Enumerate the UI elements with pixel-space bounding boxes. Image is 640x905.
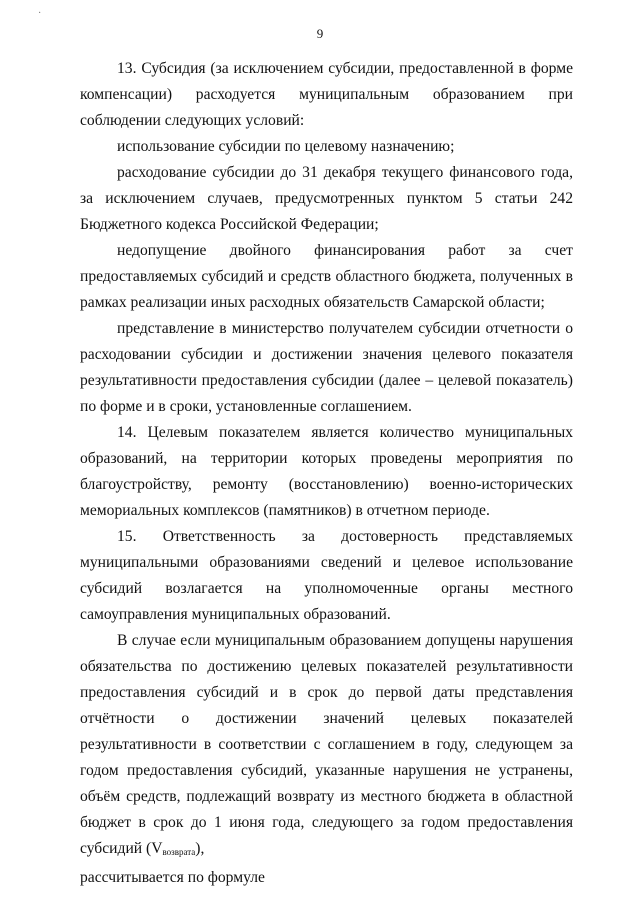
- paragraph-16-text: В случае если муниципальным образованием допущены нарушения обязательства по достижению целевых показателей результативности предоставления субсидий и в срок до первой даты представления отчётности о достижении значений целевых показателей результативности в соответствии с соглашением в году, следующем за годом предоставления субсидий, указанные нарушения не устранены, объём средств, подлежащий возврату из местного бюджета в областной бюджет в срок до 1 июня года, следующего за годом предоставления субсидий (V: [80, 632, 573, 857]
- condition-1: использование субсидии по целевому назначению;: [117, 138, 455, 155]
- scan-speck: ·: [38, 8, 42, 19]
- condition-3: недопущение двойного финансирования работ за счет предоставляемых субсидий и средств областного бюджета, полученных в рамках реализации иных расходных обязательств Самарской области;: [80, 242, 573, 311]
- paragraph-16: [80, 628, 573, 865]
- condition-2: расходование субсидии до 31 декабря текущего финансового года, за исключением случаев, предусмотренных пунктом 5 статьи 242 Бюджетного кодекса Российской Федерации;: [80, 164, 573, 233]
- paragraph-14: 14. Целевым показателем является количество муниципальных образований, на территории которых проведены мероприятия по благоустройству, ремонту (восстановлению) военно-исторических мемориальных комплексов (памятников) в отчетном периоде.: [80, 424, 573, 519]
- formula-intro: рассчитывается по формуле: [80, 869, 265, 886]
- page-number: 9: [316, 26, 324, 41]
- paragraph-15: 15. Ответственность за достоверность представляемых муниципальными образованиями сведений и целевое использование субсидий возлагается на уполномоченные органы местного самоуправления муниципальных образований.: [80, 528, 573, 623]
- condition-4: представление в министерство получателем субсидии отчетности о расходовании субсидии и достижении значения целевого показателя результативности предоставления субсидии (далее – целевой показатель) по форме и в сроки, установленные соглашением.: [80, 320, 573, 415]
- paragraph-13: 13. Субсидия (за исключением субсидии, предоставленной в форме компенсации) расходуется муниципальным образованием при соблюдении следующих условий:: [80, 60, 573, 129]
- document-body: [80, 56, 573, 891]
- paragraph-16-tail: ),: [195, 840, 205, 857]
- paragraph-16-subscript: возврата: [162, 847, 196, 857]
